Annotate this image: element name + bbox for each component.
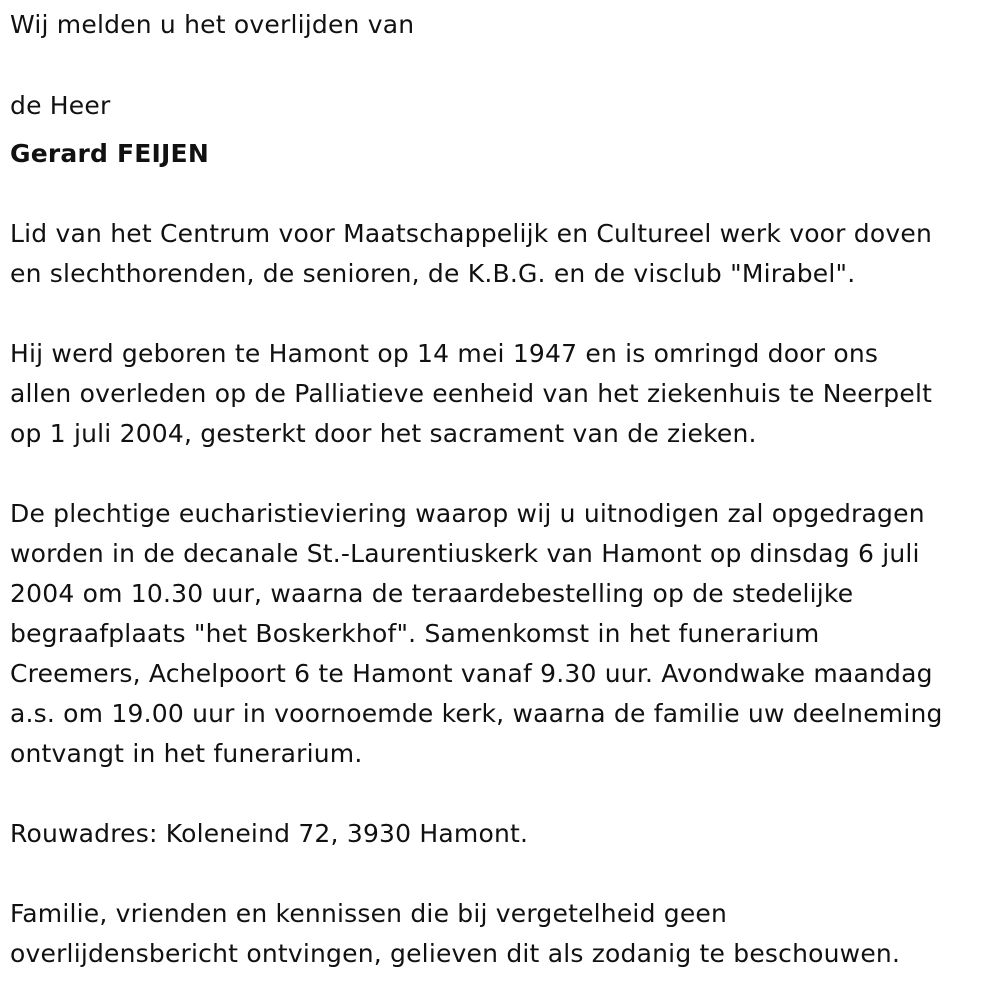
intro-line: Wij melden u het overlijden van: [10, 10, 415, 39]
ceremony-paragraph: De plechtige eucharistieviering waarop wij u uitnodigen zal opgedragen worden in de decanale St.-Laurentiuskerk van Hamont op dinsdag 6 juli 2004 om 10.30 uur, waarna de teraardebestelling op de stedelijke begraafplaats "het Boskerkhof". Samenkomst in het funerarium Creemers, Achelpoort 6 te Hamont vanaf 9.30 uur. Avondwake maandag a.s. om 19.00 uur in voornoemde kerk, waarna de familie uw deelneming ontvangt in het funerarium.: [10, 499, 943, 768]
mourning-address: Rouwadres: Koleneind 72, 3930 Hamont.: [10, 819, 529, 848]
deceased-name: Gerard FEIJEN: [10, 139, 209, 168]
birth-death-paragraph: Hij werd geboren te Hamont op 14 mei 1947 en is omringd door ons allen overleden op de Palliatieve eenheid van het ziekenhuis te Neerpelt op 1 juli 2004, gesterkt door het sacrament van de zieken.: [10, 339, 933, 448]
closing-paragraph: Familie, vrienden en kennissen die bij vergetelheid geen overlijdensbericht ontvingen, gelieven dit als zodanig te beschouwen.: [10, 899, 901, 968]
membership-paragraph: Lid van het Centrum voor Maatschappelijk en Cultureel werk voor doven en slechthorenden, de senioren, de K.B.G. en de visclub "Mirabel".: [10, 219, 932, 288]
salutation: de Heer: [10, 91, 111, 120]
